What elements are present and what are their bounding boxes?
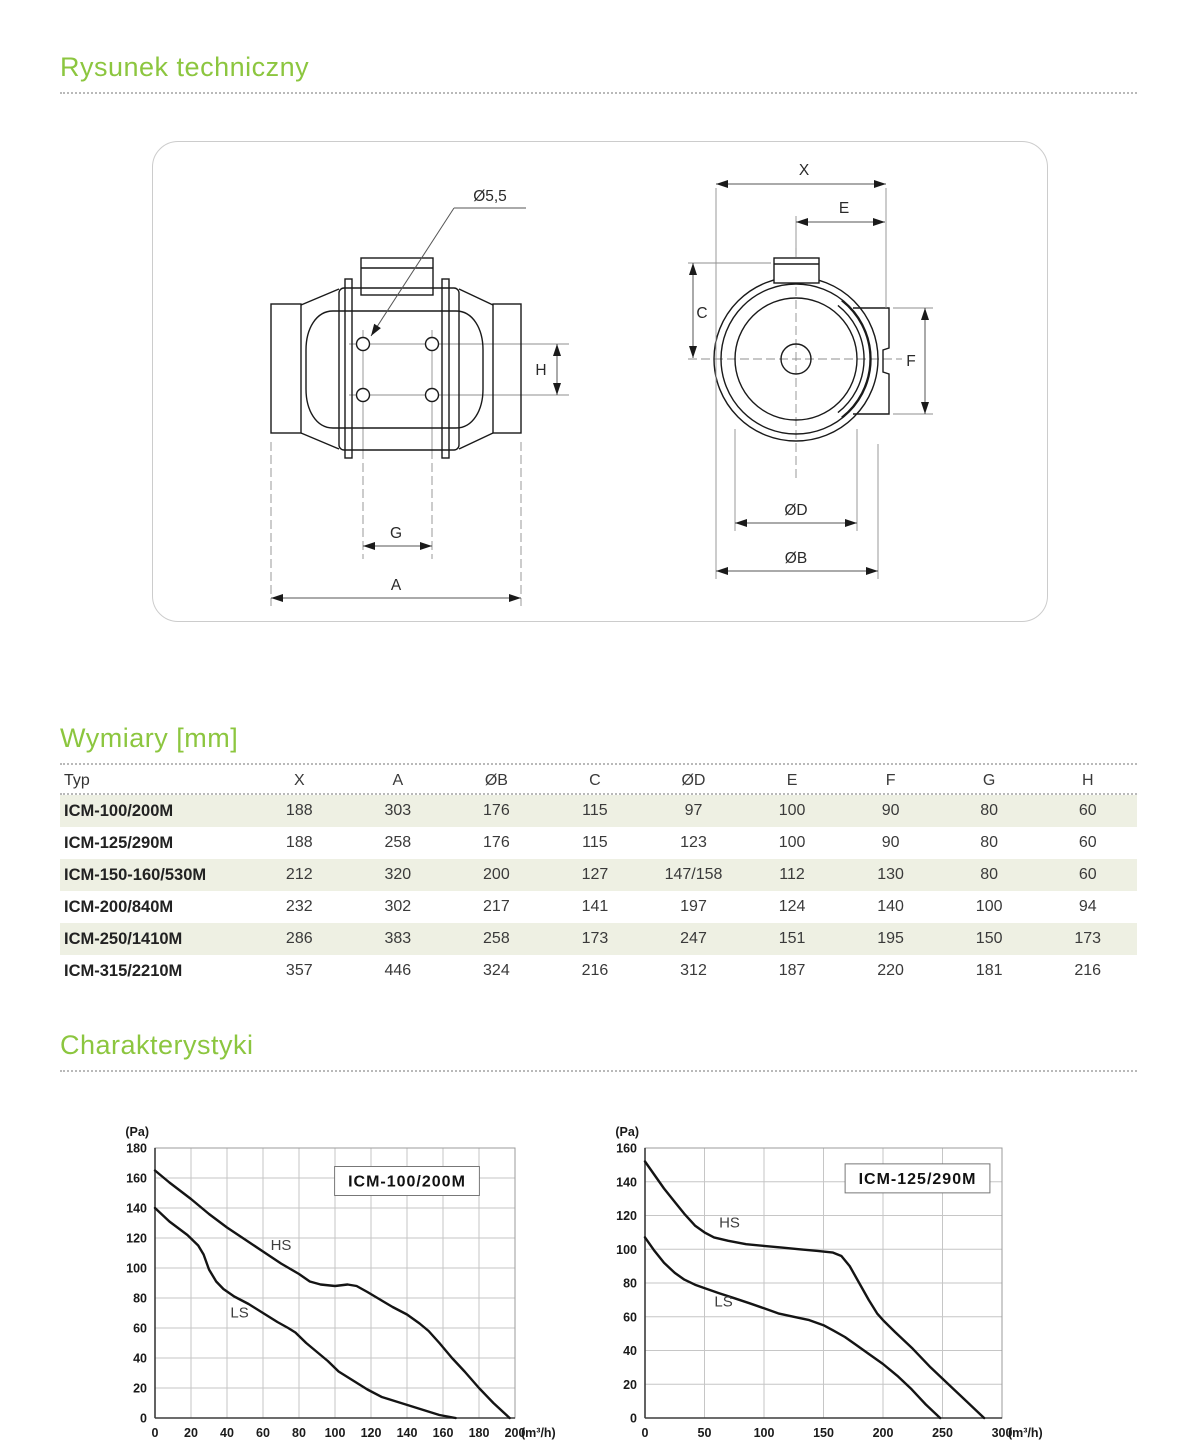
cell-value: 124 <box>778 898 806 915</box>
x-tick: 0 <box>151 1426 159 1440</box>
x-tick: 250 <box>932 1426 953 1440</box>
col-header-X: X <box>293 771 305 789</box>
chart-ICM-125/290M <box>590 1105 1090 1445</box>
col-header-F: F <box>885 771 896 789</box>
cell-value: 97 <box>684 802 703 819</box>
cell-value: 303 <box>384 802 412 819</box>
curve-label-HS: HS <box>719 1214 740 1232</box>
section-title-technical-drawing: Rysunek techniczny <box>60 52 1137 94</box>
dim-label-g: G <box>389 525 403 542</box>
curve-label-HS: HS <box>270 1237 292 1254</box>
section-title-dimensions: Wymiary [mm] <box>60 723 1137 765</box>
cell-typ: ICM-100/200M <box>64 801 174 820</box>
cell-value: 123 <box>680 834 707 851</box>
cell-value: 216 <box>581 962 609 979</box>
cell-value: 357 <box>285 962 313 979</box>
dim-label-e: E <box>838 200 850 217</box>
table-row <box>60 923 1137 955</box>
cell-value: 324 <box>483 962 510 979</box>
y-tick: 80 <box>623 1276 637 1291</box>
x-tick: 300 <box>991 1426 1013 1440</box>
dim-label-x: X <box>798 162 810 179</box>
y-tick: 120 <box>616 1209 637 1223</box>
front-view <box>688 162 933 579</box>
col-header-C: C <box>589 771 601 789</box>
dim-label-c: C <box>696 305 708 322</box>
cell-value: 90 <box>881 834 900 851</box>
cell-value: 247 <box>680 930 707 947</box>
cell-value: 60 <box>1078 866 1097 883</box>
y-tick: 40 <box>133 1351 147 1366</box>
curve-label-LS: LS <box>230 1304 249 1322</box>
x-tick: 150 <box>813 1426 834 1440</box>
y-axis-unit: (Pa) <box>125 1125 149 1139</box>
cell-typ: ICM-200/840M <box>64 897 174 916</box>
cell-value: 173 <box>1074 930 1102 947</box>
technical-drawing-svg <box>153 142 1047 621</box>
col-header-ØD: ØD <box>681 771 706 789</box>
cell-value: 90 <box>881 802 900 819</box>
y-tick: 40 <box>623 1344 637 1358</box>
technical-drawing-panel <box>152 141 1048 622</box>
x-tick: 20 <box>184 1426 198 1440</box>
dim-label-a: A <box>390 577 402 594</box>
y-tick: 160 <box>616 1141 637 1156</box>
cell-value: 197 <box>680 898 707 915</box>
table-row <box>60 795 1137 827</box>
x-tick: 180 <box>468 1426 490 1440</box>
chart-title: ICM-100/200M <box>348 1173 466 1191</box>
dim-label-d: ØD <box>784 502 808 519</box>
col-header-Typ: Typ <box>64 771 90 789</box>
x-tick: 140 <box>396 1426 418 1440</box>
cell-value: 232 <box>285 898 313 915</box>
side-view <box>271 188 569 606</box>
cell-value: 141 <box>581 898 609 915</box>
cell-value: 320 <box>384 866 412 883</box>
y-tick: 100 <box>616 1242 637 1257</box>
dim-label-b: ØB <box>784 550 808 567</box>
cell-value: 151 <box>778 930 806 947</box>
cell-typ: ICM-150-160/530M <box>64 865 207 884</box>
cell-value: 60 <box>1078 834 1097 851</box>
cell-value: 80 <box>980 866 999 883</box>
cell-typ: ICM-250/1410M <box>64 929 183 948</box>
cell-value: 115 <box>582 834 608 851</box>
y-tick: 180 <box>126 1141 147 1156</box>
cell-value: 200 <box>483 866 510 883</box>
cell-value: 60 <box>1078 802 1097 819</box>
cell-value: 147/158 <box>664 866 723 883</box>
cell-value: 80 <box>980 802 999 819</box>
chart-title: ICM-125/290M <box>858 1170 977 1188</box>
cell-value: 195 <box>877 930 904 947</box>
chart-ICM-100/200M <box>90 1105 590 1445</box>
curve-HS <box>645 1162 984 1419</box>
x-tick: 100 <box>753 1426 775 1440</box>
x-tick: 80 <box>292 1426 306 1440</box>
cell-value: 130 <box>877 866 904 883</box>
dimensions-table <box>60 768 1137 987</box>
y-axis-unit: (Pa) <box>615 1125 639 1139</box>
cell-value: 212 <box>285 866 313 883</box>
table-row <box>60 859 1137 891</box>
x-tick: 100 <box>324 1426 346 1440</box>
col-header-H: H <box>1081 771 1094 789</box>
cell-value: 446 <box>384 962 412 979</box>
cell-value: 100 <box>778 834 806 851</box>
y-tick: 160 <box>126 1171 147 1186</box>
cell-value: 140 <box>877 898 904 915</box>
y-tick: 140 <box>616 1175 637 1190</box>
cell-value: 80 <box>980 834 999 851</box>
cell-value: 150 <box>975 930 1003 947</box>
cell-value: 112 <box>779 866 805 883</box>
x-axis-unit: (m³/h) <box>1008 1426 1043 1440</box>
y-tick: 100 <box>126 1261 147 1276</box>
x-tick: 120 <box>360 1426 382 1440</box>
dimensions-table-header <box>60 768 1137 795</box>
curve-LS <box>645 1237 940 1418</box>
col-header-E: E <box>786 771 798 789</box>
dim-label-f: F <box>906 353 916 370</box>
cell-value: 383 <box>384 930 412 947</box>
table-row <box>60 827 1137 859</box>
cell-value: 100 <box>975 898 1003 915</box>
cell-value: 115 <box>582 802 608 819</box>
y-tick: 0 <box>630 1411 637 1426</box>
cell-value: 188 <box>285 802 313 819</box>
cell-value: 127 <box>581 866 609 883</box>
section-title-characteristics: Charakterystyki <box>60 1030 1137 1072</box>
y-tick: 60 <box>623 1310 637 1325</box>
col-header-A: A <box>392 771 404 789</box>
y-tick: 140 <box>126 1201 147 1216</box>
cell-value: 312 <box>680 962 707 979</box>
cell-value: 100 <box>778 802 806 819</box>
cell-typ: ICM-315/2210M <box>64 961 183 980</box>
dim-label-hole-diameter: Ø5,5 <box>473 188 507 205</box>
y-tick: 20 <box>133 1381 147 1396</box>
x-tick: 160 <box>432 1426 454 1440</box>
cell-value: 220 <box>877 962 904 979</box>
y-tick: 60 <box>133 1321 147 1336</box>
cell-value: 258 <box>483 930 510 947</box>
x-axis-unit: (m³/h) <box>521 1426 556 1440</box>
cell-value: 188 <box>285 834 313 851</box>
cell-value: 216 <box>1074 962 1102 979</box>
dimensions-table-body <box>60 795 1137 987</box>
col-header-ØB: ØB <box>484 771 508 789</box>
table-row <box>60 891 1137 923</box>
table-row <box>60 955 1137 987</box>
dim-label-h: H <box>535 362 547 379</box>
cell-value: 302 <box>384 898 412 915</box>
cell-value: 258 <box>384 834 412 851</box>
cell-typ: ICM-125/290M <box>64 833 174 852</box>
cell-value: 187 <box>778 962 806 979</box>
y-tick: 120 <box>126 1231 147 1246</box>
cell-value: 217 <box>483 898 510 915</box>
y-tick: 0 <box>140 1411 147 1426</box>
curve-LS <box>155 1208 456 1418</box>
col-header-G: G <box>982 771 996 789</box>
x-tick: 200 <box>504 1426 526 1440</box>
cell-value: 286 <box>285 930 313 947</box>
x-tick: 40 <box>220 1426 234 1440</box>
cell-value: 176 <box>483 802 510 819</box>
x-tick: 0 <box>641 1426 649 1440</box>
cell-value: 94 <box>1078 898 1097 915</box>
x-tick: 50 <box>697 1426 712 1440</box>
cell-value: 181 <box>975 962 1003 979</box>
cell-value: 173 <box>581 930 609 947</box>
y-tick: 20 <box>623 1377 637 1392</box>
x-tick: 200 <box>872 1426 894 1440</box>
x-tick: 60 <box>256 1426 270 1440</box>
y-tick: 80 <box>133 1291 147 1306</box>
curve-label-LS: LS <box>714 1293 733 1311</box>
cell-value: 176 <box>483 834 510 851</box>
